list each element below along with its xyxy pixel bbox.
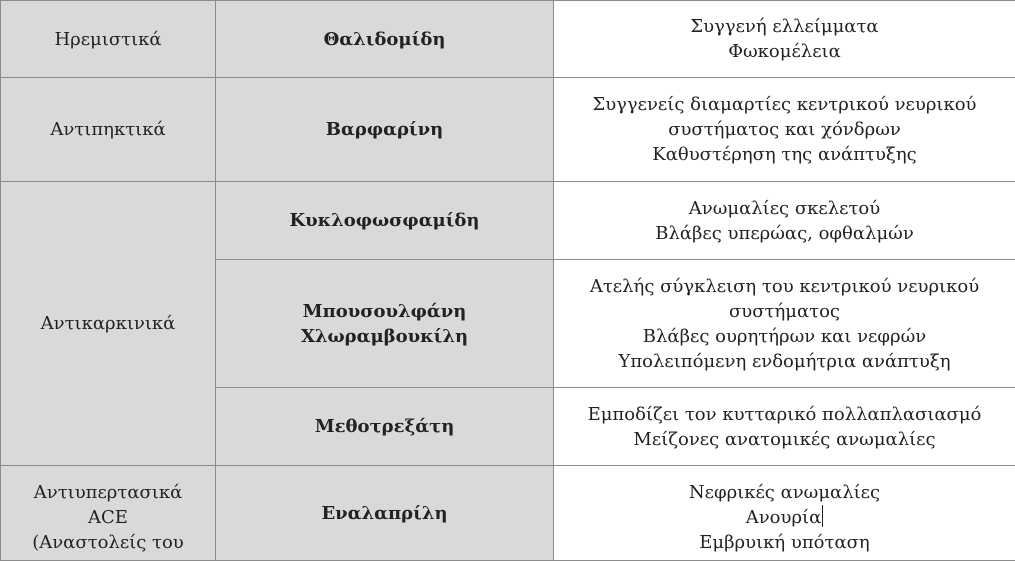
text-cursor — [822, 505, 823, 527]
effect-line: Καθυστέρηση της ανάπτυξης — [560, 142, 1009, 167]
drug-name: Μπουσουλφάνη — [222, 299, 547, 324]
effect-text: Ανουρία — [746, 507, 822, 528]
table-row — [1, 1, 1015, 78]
category-label: Ηρεμιστικά — [7, 27, 209, 52]
drug-name: Χλωραμβουκίλη — [222, 324, 547, 349]
effect-line: Φωκομέλεια — [560, 39, 1009, 64]
drug-cell — [216, 466, 554, 561]
category-cell — [1, 78, 216, 182]
category-label: (Αναστολείς του — [7, 530, 209, 555]
effects-cell — [554, 466, 1015, 561]
category-label: Αντιπηκτικά — [7, 117, 209, 142]
category-label: Αντικαρκινικά — [7, 311, 209, 336]
effect-line: Βλάβες ουρητήρων και νεφρών — [560, 324, 1009, 349]
effect-line: Μείζονες ανατομικές ανωμαλίες — [560, 427, 1009, 452]
table-row — [1, 466, 1015, 561]
drug-cell — [216, 1, 554, 78]
category-label: ACE — [7, 505, 209, 530]
effect-line: Συγγενή ελλείμματα — [560, 14, 1009, 39]
effects-cell — [554, 78, 1015, 182]
effects-cell — [554, 182, 1015, 260]
effect-line: Συγγενείς διαμαρτίες κεντρικού νευρικού συστήματος και χόνδρων — [560, 92, 1009, 142]
effect-line: Ανωμαλίες σκελετού — [560, 196, 1009, 221]
effect-line: Υπολειπόμενη ενδομήτρια ανάπτυξη — [560, 349, 1009, 374]
category-label: Αντιυπερτασικά — [7, 480, 209, 505]
effect-line: Εμβρυική υπόταση — [560, 530, 1009, 555]
category-cell — [1, 1, 216, 78]
table-row — [1, 182, 1015, 260]
effect-line — [560, 505, 1009, 530]
effect-line: Βλάβες υπερώας, οφθαλμών — [560, 221, 1009, 246]
effects-cell — [554, 1, 1015, 78]
category-cell — [1, 466, 216, 561]
drug-name: Κυκλοφωσφαμίδη — [222, 208, 547, 233]
effect-line: Νεφρικές ανωμαλίες — [560, 480, 1009, 505]
drug-cell — [216, 260, 554, 388]
effects-cell — [554, 388, 1015, 466]
drug-name: Θαλιδομίδη — [222, 27, 547, 52]
table-row — [1, 78, 1015, 182]
drug-cell — [216, 78, 554, 182]
drug-name: Βαρφαρίνη — [222, 117, 547, 142]
category-cell — [1, 182, 216, 466]
effect-line: Ατελής σύγκλειση του κεντρικού νευρικού συστήματος — [560, 274, 1009, 324]
drug-cell — [216, 388, 554, 466]
effect-line: Εμποδίζει τον κυτταρικό πολλαπλασιασμό — [560, 402, 1009, 427]
effects-cell — [554, 260, 1015, 388]
drug-cell — [216, 182, 554, 260]
drug-name: Εναλαπρίλη — [222, 501, 547, 526]
drug-name: Μεθοτρεξάτη — [222, 414, 547, 439]
